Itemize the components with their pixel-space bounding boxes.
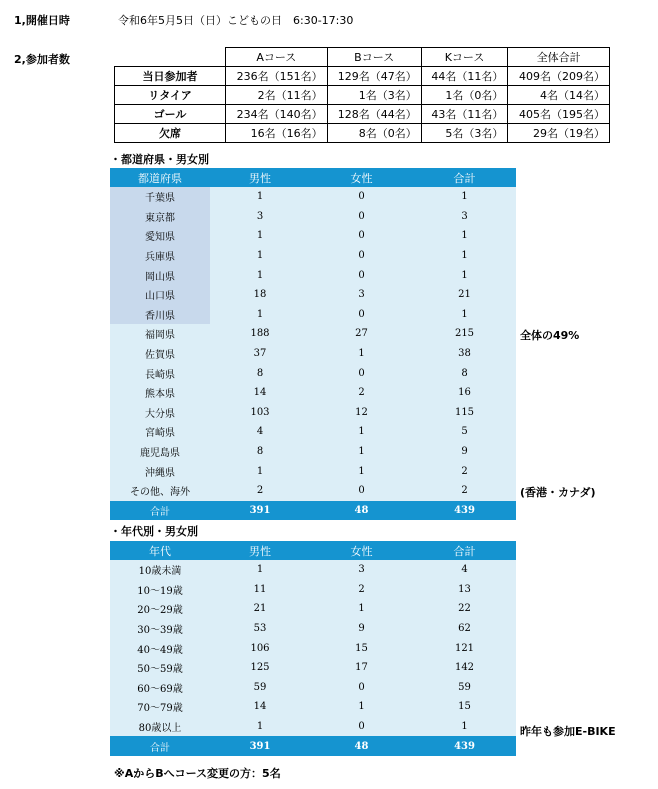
value-cell: 405名（195名） [508,105,610,124]
table-row [110,246,516,266]
table-row [110,638,516,658]
table-row [110,580,516,600]
total-male: 391 [210,736,310,756]
table-row [110,305,516,325]
sum-cell: 1 [413,717,516,737]
table-row [110,344,516,364]
sum-cell: 1 [413,226,516,246]
row-name-cell: 70～79歳 [110,697,210,717]
male-cell: 1 [210,717,310,737]
table-row [110,442,516,462]
female-cell: 0 [310,226,413,246]
male-cell: 1 [210,187,310,207]
sum-cell: 3 [413,207,516,227]
row-name-cell: 兵庫県 [110,246,210,266]
male-cell: 1 [210,560,310,580]
sum-cell: 21 [413,285,516,305]
table-row [110,265,516,285]
female-cell: 2 [310,383,413,403]
table-row [110,403,516,423]
female-cell: 0 [310,305,413,325]
value-cell: 44名（11名） [421,67,508,86]
note-fukuoka: 全体の49% [520,329,580,342]
sum-cell: 115 [413,403,516,423]
table-row [110,207,516,227]
event-datetime: 令和6年5月5日（日）こどもの日 6:30-17:30 [118,14,354,27]
sum-cell: 1 [413,305,516,325]
row-name-cell: その他、海外 [110,481,210,501]
value-cell: 234名（140名） [226,105,328,124]
sum-cell: 9 [413,442,516,462]
table-row [110,422,516,442]
row-name-cell: 長崎県 [110,363,210,383]
value-cell: 2名（11名） [226,86,328,105]
female-cell: 3 [310,285,413,305]
sum-cell: 38 [413,344,516,364]
row-name-cell: 福岡県 [110,324,210,344]
sum-cell: 4 [413,560,516,580]
value-cell: 43名（11名） [421,105,508,124]
male-cell: 1 [210,461,310,481]
value-cell: 128名（44名） [327,105,421,124]
participants-row-goal [115,105,610,124]
male-cell: 125 [210,658,310,678]
male-cell: 2 [210,481,310,501]
row-label: 欠席 [115,124,226,143]
header-male: 男性 [249,171,271,185]
male-cell: 14 [210,383,310,403]
male-cell: 1 [210,305,310,325]
value-cell: 8名（0名） [327,124,421,143]
female-cell: 0 [310,717,413,737]
header-prefecture: 都道府県 [138,171,182,185]
value-cell: 236名（151名） [226,67,328,86]
table-row [110,619,516,639]
male-cell: 106 [210,638,310,658]
value-cell: 129名（47名） [327,67,421,86]
table-row [110,226,516,246]
table-row [110,481,516,501]
table-row [110,461,516,481]
value-cell: 409名（209名） [508,67,610,86]
total-sum: 439 [413,501,516,521]
sum-cell: 121 [413,638,516,658]
male-cell: 4 [210,422,310,442]
sum-cell: 1 [413,265,516,285]
sum-cell: 16 [413,383,516,403]
total-sum: 439 [413,736,516,756]
row-label: リタイア [115,86,226,105]
value-cell: 1名（0名） [421,86,508,105]
table-row [110,560,516,580]
prefecture-section-title: ・都道府県・男女別 [110,153,209,166]
header-female: 女性 [350,544,373,558]
total-label: 合計 [110,736,210,756]
male-cell: 53 [210,619,310,639]
row-name-cell: 佐賀県 [110,344,210,364]
corner-cell [115,48,226,67]
row-name-cell: 40～49歳 [110,638,210,658]
male-cell: 14 [210,697,310,717]
row-name-cell: 熊本県 [110,383,210,403]
header-course-k: Kコース [421,48,508,67]
header-age: 年代 [149,544,171,558]
female-cell: 1 [310,599,413,619]
row-name-cell: 20～29歳 [110,599,210,619]
sum-cell: 15 [413,697,516,717]
header-course-a: Aコース [226,48,328,67]
row-name-cell: 沖縄県 [110,461,210,481]
table-row [110,363,516,383]
row-name-cell: 大分県 [110,403,210,423]
female-cell: 1 [310,461,413,481]
row-name-cell: 80歳以上 [110,717,210,737]
total-female: 48 [310,501,413,521]
prefecture-table-header [110,168,516,187]
male-cell: 1 [210,265,310,285]
male-cell: 21 [210,599,310,619]
row-name-cell: 10歳未満 [110,560,210,580]
male-cell: 188 [210,324,310,344]
value-cell: 1名（3名） [327,86,421,105]
row-name-cell: 60～69歳 [110,678,210,698]
male-cell: 8 [210,442,310,462]
row-name-cell: 30～39歳 [110,619,210,639]
female-cell: 3 [310,560,413,580]
female-cell: 9 [310,619,413,639]
female-cell: 1 [310,697,413,717]
sum-cell: 1 [413,187,516,207]
value-cell: 29名（19名） [508,124,610,143]
header-female: 女性 [350,171,373,185]
age-section-title: ・年代別・男女別 [110,525,198,538]
male-cell: 11 [210,580,310,600]
male-cell: 1 [210,226,310,246]
female-cell: 17 [310,658,413,678]
age-table-header [110,541,516,560]
header-sum: 合計 [453,544,476,558]
male-cell: 18 [210,285,310,305]
header-total: 全体合計 [508,48,610,67]
female-cell: 0 [310,207,413,227]
male-cell: 37 [210,344,310,364]
female-cell: 15 [310,638,413,658]
total-label: 合計 [110,501,210,521]
row-name-cell: 宮崎県 [110,422,210,442]
header-male: 男性 [249,544,271,558]
table-row [110,678,516,698]
female-cell: 0 [310,265,413,285]
header-sum: 合計 [453,171,476,185]
table-row [110,697,516,717]
table-row [110,717,516,737]
female-cell: 0 [310,363,413,383]
participants-row-retire [115,86,610,105]
sum-cell: 59 [413,678,516,698]
male-cell: 103 [210,403,310,423]
female-cell: 0 [310,481,413,501]
participants-label: 2,参加者数 [14,53,70,66]
female-cell: 1 [310,422,413,442]
value-cell: 16名（16名） [226,124,328,143]
footnote: ※AからBへコース変更の方：5名 [114,767,281,780]
value-cell: 4名（14名） [508,86,610,105]
row-name-cell: 山口県 [110,285,210,305]
table-row [110,324,516,344]
table-row [110,187,516,207]
sum-cell: 215 [413,324,516,344]
female-cell: 1 [310,442,413,462]
total-row [110,736,516,756]
row-name-cell: 50～59歳 [110,658,210,678]
sum-cell: 5 [413,422,516,442]
row-name-cell: 東京都 [110,207,210,227]
participants-table [114,47,610,143]
female-cell: 1 [310,344,413,364]
female-cell: 27 [310,324,413,344]
header-course-b: Bコース [327,48,421,67]
participants-row-attend [115,67,610,86]
female-cell: 2 [310,580,413,600]
row-label: 当日参加者 [115,67,226,86]
table-row [110,658,516,678]
female-cell: 0 [310,246,413,266]
participants-header-row [115,48,610,67]
total-male: 391 [210,501,310,521]
female-cell: 0 [310,678,413,698]
male-cell: 1 [210,246,310,266]
note-80: 昨年も参加E-BIKE [520,725,616,738]
total-female: 48 [310,736,413,756]
table-row [110,599,516,619]
male-cell: 8 [210,363,310,383]
sum-cell: 62 [413,619,516,639]
sum-cell: 22 [413,599,516,619]
row-name-cell: 鹿児島県 [110,442,210,462]
value-cell: 5名（3名） [421,124,508,143]
row-name-cell: 愛知県 [110,226,210,246]
sum-cell: 142 [413,658,516,678]
total-row [110,501,516,521]
table-row [110,383,516,403]
row-name-cell: 香川県 [110,305,210,325]
sum-cell: 13 [413,580,516,600]
sum-cell: 2 [413,461,516,481]
male-cell: 59 [210,678,310,698]
participants-row-absent [115,124,610,143]
table-row [110,285,516,305]
event-label: 1,開催日時 [14,14,70,27]
female-cell: 12 [310,403,413,423]
row-name-cell: 10～19歳 [110,580,210,600]
note-other: (香港・カナダ) [520,486,596,499]
sum-cell: 2 [413,481,516,501]
male-cell: 3 [210,207,310,227]
sum-cell: 1 [413,246,516,266]
row-label: ゴール [115,105,226,124]
row-name-cell: 岡山県 [110,265,210,285]
row-name-cell: 千葉県 [110,187,210,207]
sum-cell: 8 [413,363,516,383]
female-cell: 0 [310,187,413,207]
